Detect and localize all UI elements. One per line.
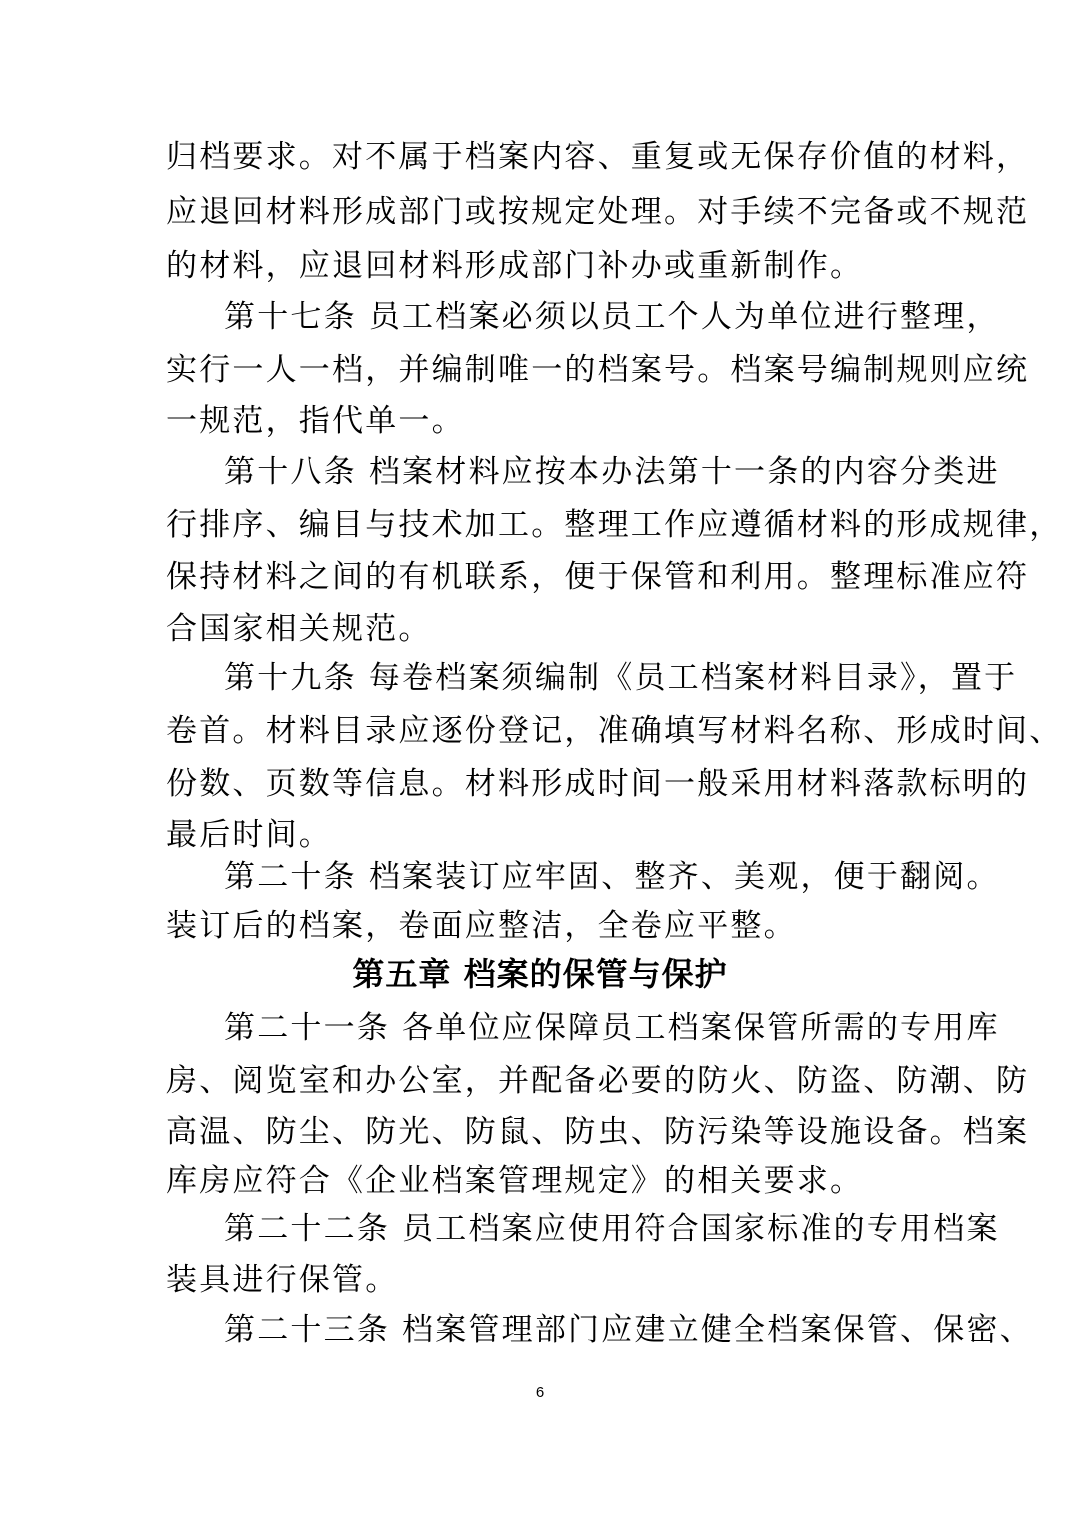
article-23-line: 第二十三条 档案管理部门应建立健全档案保管、保密、 — [224, 1312, 1033, 1348]
body-line: 行排序、编目与技术加工。整理工作应遵循材料的形成规律， — [166, 507, 1063, 543]
body-line: 实行一人一档，并编制唯一的档案号。档案号编制规则应统 — [166, 352, 1030, 388]
body-line: 卷首。材料目录应逐份登记，准确填写材料名称、形成时间、 — [166, 713, 1063, 749]
article-22-line: 第二十二条 员工档案应使用符合国家标准的专用档案 — [224, 1211, 1000, 1247]
body-line: 库房应符合《企业档案管理规定》的相关要求。 — [166, 1163, 864, 1199]
body-line: 份数、页数等信息。材料形成时间一般采用材料落款标明的 — [166, 766, 1030, 802]
article-20-line: 第二十条 档案装订应牢固、整齐、美观，便于翻阅。 — [224, 859, 1000, 895]
body-line: 高温、防尘、防光、防鼠、防虫、防污染等设施设备。档案 — [166, 1114, 1030, 1150]
article-21-line: 第二十一条 各单位应保障员工档案保管所需的专用库 — [224, 1010, 1000, 1046]
body-line: 装订后的档案，卷面应整洁，全卷应平整。 — [166, 908, 797, 944]
article-17-line: 第十七条 员工档案必须以员工个人为单位进行整理， — [224, 299, 1000, 335]
article-18-line: 第十八条 档案材料应按本办法第十一条的内容分类进 — [224, 454, 1000, 490]
body-line: 应退回材料形成部门或按规定处理。对手续不完备或不规范 — [166, 194, 1030, 230]
body-line: 归档要求。对不属于档案内容、重复或无保存价值的材料， — [166, 139, 1030, 175]
body-line: 装具进行保管。 — [166, 1262, 399, 1298]
body-line: 最后时间。 — [166, 817, 332, 853]
body-line: 保持材料之间的有机联系，便于保管和利用。整理标准应符 — [166, 559, 1030, 595]
article-19-line: 第十九条 每卷档案须编制《员工档案材料目录》，置于 — [224, 660, 1018, 696]
chapter-heading: 第五章 档案的保管与保护 — [352, 955, 728, 993]
body-line: 房、阅览室和办公室，并配备必要的防火、防盗、防潮、防 — [166, 1063, 1030, 1099]
body-line: 的材料，应退回材料形成部门补办或重新制作。 — [166, 248, 864, 284]
body-line: 一规范，指代单一。 — [166, 403, 465, 439]
page-number: 6 — [535, 1384, 545, 1401]
body-line: 合国家相关规范。 — [166, 611, 432, 647]
